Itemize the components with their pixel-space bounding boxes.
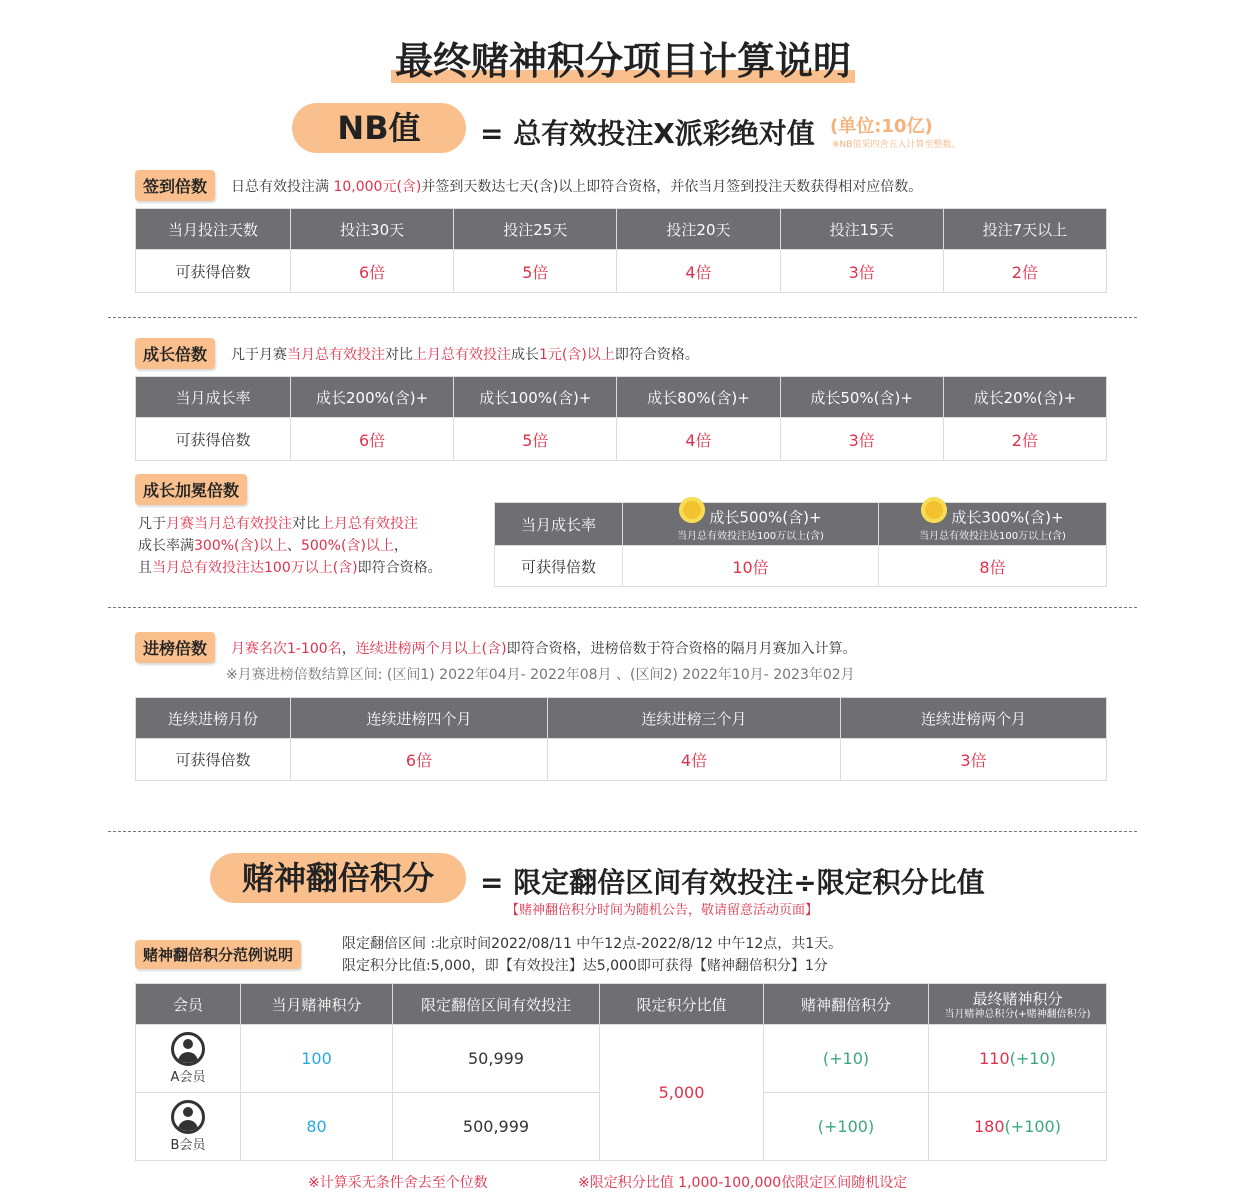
divider [108, 831, 1137, 832]
double-formula: = 限定翻倍区间有效投注÷限定积分比值 [480, 866, 985, 899]
table-cell: 4倍 [617, 250, 780, 293]
table-header: 投注30天 [291, 209, 454, 250]
table-cell: 3倍 [780, 418, 943, 461]
table-cell: 2倍 [943, 418, 1106, 461]
table-header: 当月赌神积分 [241, 984, 393, 1025]
table-cell: 5倍 [454, 418, 617, 461]
table-header: 当月成长率 [136, 377, 291, 418]
table-cell: 可获得倍数 [136, 739, 291, 781]
table-cell: 6倍 [291, 418, 454, 461]
table-cell: 可获得倍数 [136, 250, 291, 293]
table-header-row [136, 209, 1107, 250]
table-row [136, 739, 1107, 781]
table-header: 连续进榜四个月 [291, 698, 548, 739]
signin-tag: 签到倍数 [135, 170, 215, 201]
divider [108, 607, 1137, 608]
table-row [495, 546, 1107, 587]
table-header: 当月投注天数 [136, 209, 291, 250]
table-cell: 可获得倍数 [495, 546, 623, 587]
table-cell: 5,000 [600, 1025, 764, 1161]
crown-tag: 成长加冕倍数 [135, 474, 247, 505]
footnote: ※计算采无条件舍去至个位数 [308, 1175, 488, 1191]
double-note: 【赌神翻倍积分时间为随机公告，敬请留意活动页面】 [506, 903, 819, 918]
table-cell: 6倍 [291, 739, 548, 781]
table-header: 当月成长率 [495, 503, 623, 546]
table-header: 连续进榜月份 [136, 698, 291, 739]
table-cell: 500,999 [393, 1093, 600, 1161]
table-header: 最终赌神积分 当月赌神总积分(+赌神翻倍积分) [929, 984, 1107, 1025]
table-header: 限定翻倍区间有效投注 [393, 984, 600, 1025]
table-cell: 可获得倍数 [136, 418, 291, 461]
table-row [136, 418, 1107, 461]
rank-note: ※月赛进榜倍数结算区间: (区间1) 2022年04月- 2022年08月 、(区间2) 2022年10月- 2023年02月 [226, 667, 855, 683]
crown-icon [921, 497, 947, 523]
table-header: 成长500%(含)+ 当月总有效投注达100万以上(含) [623, 503, 879, 546]
rank-table [135, 697, 1107, 781]
signin-text: 日总有效投注满 10,000元(含)并签到天数达七天(含)以上即符合资格，并依当月签到投注天数获得相对应倍数。 [231, 179, 923, 195]
table-row [136, 250, 1107, 293]
table-cell: 8倍 [879, 546, 1107, 587]
footnote: ※限定积分比值 1,000-100,000依限定区间随机设定 [578, 1175, 908, 1191]
table-cell: 80 [241, 1093, 393, 1161]
table-header: 赌神翻倍积分 [764, 984, 929, 1025]
signin-table [135, 208, 1107, 293]
member-cell: A会员 [136, 1025, 241, 1093]
table-header: 成长50%(含)+ [780, 377, 943, 418]
table-header: 连续进榜两个月 [841, 698, 1107, 739]
growth-table [135, 376, 1107, 461]
nb-unit: (单位:10亿) [830, 116, 933, 137]
table-cell: 180(+100) [929, 1093, 1107, 1161]
table-header: 投注20天 [617, 209, 780, 250]
table-cell: 4倍 [617, 418, 780, 461]
table-header: 成长300%(含)+ 当月总有效投注达100万以上(含) [879, 503, 1107, 546]
member-cell: B会员 [136, 1093, 241, 1161]
double-pill: 赌神翻倍积分 [210, 853, 466, 903]
table-header: 成长200%(含)+ [291, 377, 454, 418]
table-header: 连续进榜三个月 [548, 698, 841, 739]
rank-tag: 进榜倍数 [135, 632, 215, 663]
table-cell: (+10) [764, 1025, 929, 1093]
table-header-row [136, 984, 1107, 1025]
divider [108, 317, 1137, 318]
table-row [136, 1025, 1107, 1093]
double-tag: 赌神翻倍积分范例说明 [135, 940, 301, 969]
user-avatar-icon [171, 1032, 205, 1066]
table-header: 投注7天以上 [943, 209, 1106, 250]
double-desc: 限定翻倍区间 :北京时间2022/08/11 中午12点-2022/8/12 中午12点，共1天。 限定积分比值:5,000，即【有效投注】达5,000即可获得【赌神翻倍积分】1分 [342, 936, 843, 974]
table-cell: (+100) [764, 1093, 929, 1161]
nb-formula: = 总有效投注X派彩绝对值 [480, 117, 815, 150]
table-header-row [495, 503, 1107, 546]
nb-note: ※NB值采四舍五入计算至整数。 [832, 140, 961, 150]
growth-tag: 成长倍数 [135, 338, 215, 369]
page-title: 最终赌神积分项目计算说明 [0, 30, 1246, 85]
table-header: 投注15天 [780, 209, 943, 250]
table-header: 会员 [136, 984, 241, 1025]
table-cell: 5倍 [454, 250, 617, 293]
table-header: 投注25天 [454, 209, 617, 250]
table-cell: 2倍 [943, 250, 1106, 293]
growth-text: 凡于月赛当月总有效投注对比上月总有效投注成长1元(含)以上即符合资格。 [231, 347, 699, 363]
table-cell: 3倍 [841, 739, 1107, 781]
nb-pill: NB值 [292, 103, 466, 153]
table-header-row [136, 698, 1107, 739]
crown-table [494, 502, 1107, 587]
table-cell: 6倍 [291, 250, 454, 293]
table-cell: 10倍 [623, 546, 879, 587]
table-cell: 4倍 [548, 739, 841, 781]
table-header: 成长100%(含)+ [454, 377, 617, 418]
double-table [135, 983, 1107, 1161]
table-header-row [136, 377, 1107, 418]
table-header: 成长20%(含)+ [943, 377, 1106, 418]
table-cell: 110(+10) [929, 1025, 1107, 1093]
crown-text: 凡于月赛当月总有效投注对比上月总有效投注 成长率满300%(含)以上、500%(含)以上， 且当月总有效投注达100万以上(含)即符合资格。 [138, 516, 442, 576]
table-header: 成长80%(含)+ [617, 377, 780, 418]
table-cell: 100 [241, 1025, 393, 1093]
table-header: 限定积分比值 [600, 984, 764, 1025]
crown-icon [679, 497, 705, 523]
rank-text: 月赛名次1-100名，连续进榜两个月以上(含)即符合资格，进榜倍数于符合资格的隔月月赛加入计算。 [231, 641, 857, 657]
user-avatar-icon [171, 1100, 205, 1134]
table-cell: 50,999 [393, 1025, 600, 1093]
table-cell: 3倍 [780, 250, 943, 293]
